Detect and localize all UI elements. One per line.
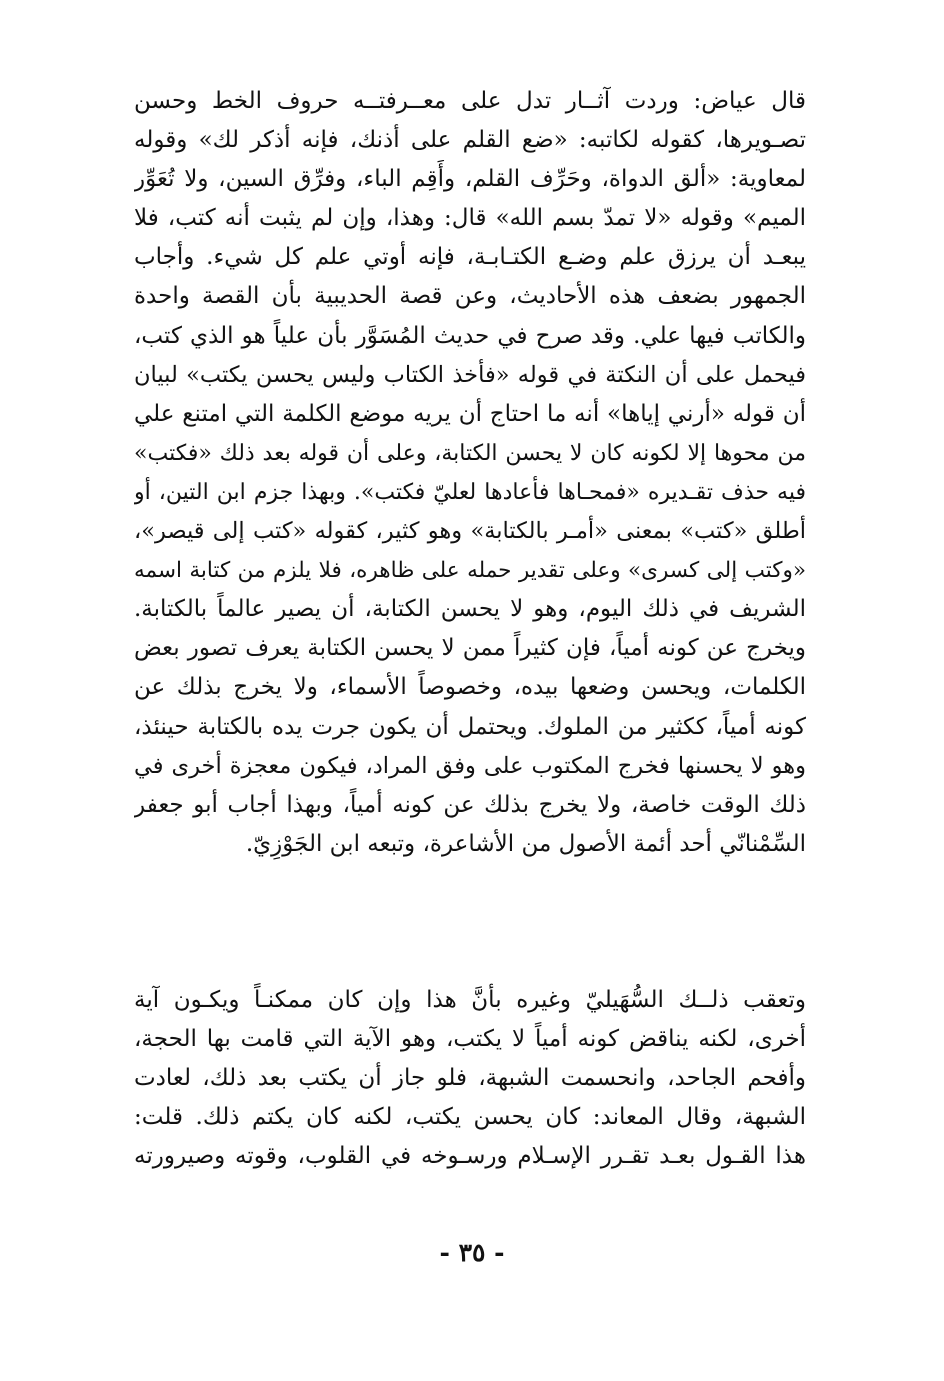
text-line: الشبهة، وقال المعاند: كان يحسن يكتب، لكنه كان يكتم ذلك. قلت: xyxy=(134,1104,806,1131)
text-line: كونه أمياً، ككثير من الملوك. ويحتمل أن يكون جرت يده بالكتابة حينئذ، xyxy=(134,713,806,740)
text-line: من محوها إلا لكونه كان لا يحسن الكتابة، وعلى أن قوله بعد ذلك «فكتب» xyxy=(134,440,806,466)
text-line: ويخرج عن كونه أمياً، فإن كثيراً ممن لا يحسن الكتابة يعرف تصور بعض xyxy=(134,635,806,662)
text-line: قال عياض: وردت آثــار تدل على معــرفتــه حروف الخط وحسن xyxy=(134,88,806,114)
text-line: «وكتب إلى كسرى» وعلى تقدير حمله على ظاهره، فلا يلزم من كتابة اسمه xyxy=(134,558,806,584)
text-line: الشريف في ذلك اليوم، وهو لا يحسن الكتابة، أن يصير عالماً بالكتابة. xyxy=(134,596,806,623)
paragraph-1 xyxy=(134,82,806,864)
text-line: وأفحم الجاحد، وانحسمت الشبهة، فلو جاز أن يكتب بعد ذلك، لعادت xyxy=(134,1065,806,1092)
text-line: ذلك الوقت خاصة، ولا يخرج بذلك عن كونه أمياً، وبهذا أجاب أبو جعفر xyxy=(134,791,806,818)
text-line: الميم» وقوله «لا تمدّ بسم الله» قال: وهذا، وإن لم يثبت أنه كتب، فلا xyxy=(134,205,806,232)
page-number: - ٣٥ - xyxy=(439,1238,505,1267)
text-line: هذا القـول بعـد تقـرر الإسـلام ورسـوخه في القلوب، وقوته وصيرورته xyxy=(134,1143,806,1170)
text-line: السِّمْنانّي أحد أئمة الأصول من الأشاعرة، وتبعه ابن الجَوْزِيّ. xyxy=(245,830,806,857)
text-line: وهو لا يحسنها فخرج المكتوب على وفق المراد، فيكون معجزة أخرى في xyxy=(134,752,806,779)
text-line: فيحمل على أن النكتة في قوله «فأخذ الكتاب وليس يحسن يكتب» لبيان xyxy=(134,361,806,388)
text-line: وتعقب ذلــك السُّهَيليّ وغيره بأنَّ هذا وإن كان ممكنـاً ويكـون آية xyxy=(134,987,806,1013)
text-line: الكلمات، ويحسن وضعها بيده، وخصوصاً الأسماء، ولا يخرج بذلك عن xyxy=(134,674,806,701)
paragraph-2 xyxy=(134,981,806,1176)
text-line: يبعـد أن يرزق علم وضـع الكتـابـة، فإنه أوتي علم كل شيء. وأجاب xyxy=(134,244,806,271)
text-line: لمعاوية: «ألق الدواة، وحَرِّف القلم، وأَقِم الباء، وفرِّق السين، ولا تُعَوِّر xyxy=(134,166,806,193)
text-line: الجمهور بضعف هذه الأحاديث، وعن قصة الحديبية بأن القصة واحدة xyxy=(134,283,806,310)
text-line: فيه حذف تقـديره «فمحـاها فأعادها لعليّ فكتب». وبهذا جزم ابن التين، أو xyxy=(134,479,806,505)
text-line: أن قوله «أرني إياها» أنه ما احتاج أن يريه موضع الكلمة التي امتنع علي xyxy=(134,400,806,427)
text-line: والكاتب فيها علي. وقد صرح في حديث المُسَوَّر بأن علياً هو الذي كتب، xyxy=(134,322,806,349)
text-line: أطلق «كتب» بمعنى «أمـر بالكتابة» وهو كثير، كقوله «كتب إلى قيصر»، xyxy=(134,518,806,545)
text-line: أخرى، لكنه يناقض كونه أمياً لا يكتب، وهو الآية التي قامت بها الحجة، xyxy=(134,1026,806,1053)
text-line: تصـويرها، كقوله لكاتبه: «ضع القلم على أذنك، فإنه أذكر لك» وقوله xyxy=(134,127,806,154)
